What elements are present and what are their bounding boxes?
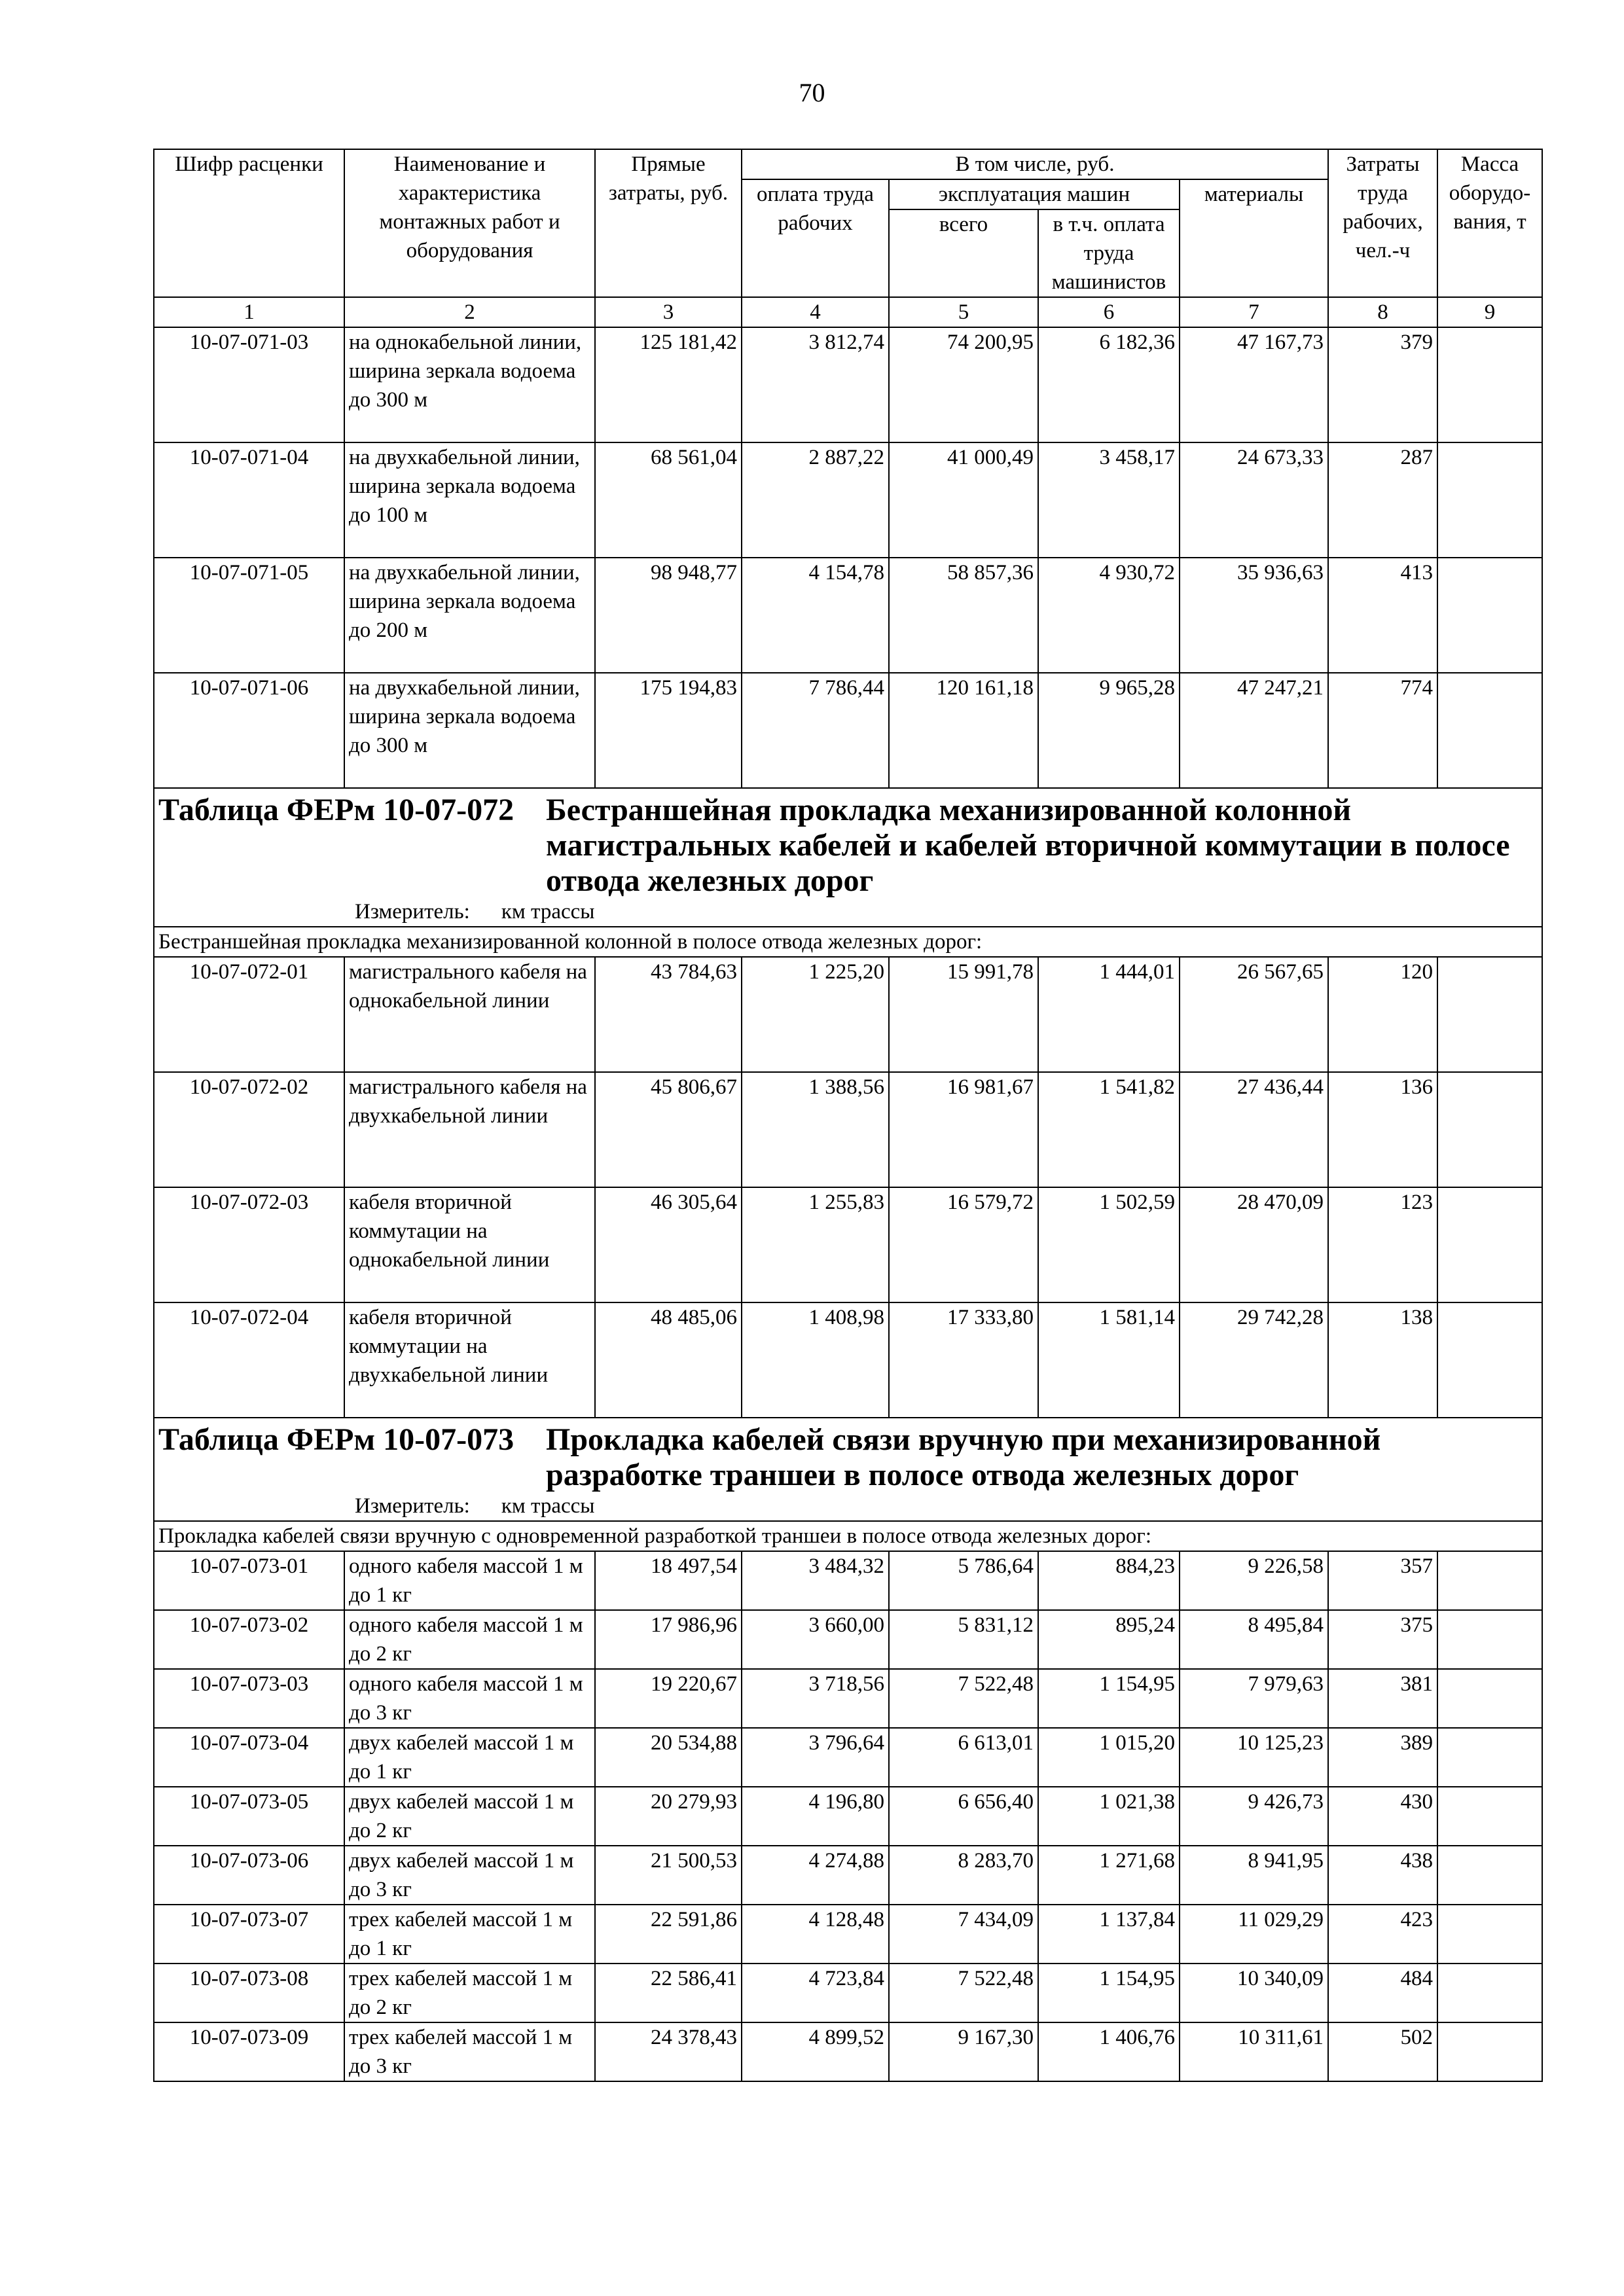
work-name: двух кабелей массой 1 м до 1 кг [344, 1728, 595, 1787]
equipment-mass [1437, 558, 1542, 673]
table-subheading: Бестраншейная прокладка механизированной колонной в полосе отвода железных дорог: [154, 927, 1542, 957]
direct-costs: 175 194,83 [595, 673, 742, 788]
table-title [154, 1418, 1542, 1521]
materials-cost: 8 495,84 [1180, 1610, 1328, 1669]
direct-costs: 20 534,88 [595, 1728, 742, 1787]
rate-code: 10-07-073-02 [154, 1610, 344, 1669]
labor-hours: 120 [1328, 957, 1437, 1072]
col-number: 9 [1437, 297, 1542, 327]
table-heading [158, 1418, 1538, 1493]
machine-total: 16 579,72 [889, 1187, 1038, 1302]
equipment-mass [1437, 442, 1542, 558]
work-name: двух кабелей массой 1 м до 3 кг [344, 1846, 595, 1905]
equipment-mass [1437, 1846, 1542, 1905]
machine-total: 120 161,18 [889, 673, 1038, 788]
table-title [154, 788, 1542, 927]
equipment-mass [1437, 1728, 1542, 1787]
direct-costs: 45 806,67 [595, 1072, 742, 1187]
materials-cost: 11 029,29 [1180, 1905, 1328, 1964]
labor-pay: 3 484,32 [742, 1551, 889, 1610]
rate-code: 10-07-073-07 [154, 1905, 344, 1964]
machine-total: 9 167,30 [889, 2022, 1038, 2081]
direct-costs: 21 500,53 [595, 1846, 742, 1905]
work-name: двух кабелей массой 1 м до 2 кг [344, 1787, 595, 1846]
table-row [154, 1905, 1542, 1964]
rate-code: 10-07-072-03 [154, 1187, 344, 1302]
table-row [154, 1302, 1542, 1418]
labor-hours: 138 [1328, 1302, 1437, 1418]
machinist-pay: 1 154,95 [1038, 1964, 1180, 2022]
table-title-text: Бестраншейная прокладка механизированной колонной магистральных кабелей и кабелей вторичной коммутации в полосе отвода железных дорог [546, 793, 1510, 898]
materials-cost: 26 567,65 [1180, 957, 1328, 1072]
labor-hours: 375 [1328, 1610, 1437, 1669]
work-name: одного кабеля массой 1 м до 1 кг [344, 1551, 595, 1610]
rate-code: 10-07-072-01 [154, 957, 344, 1072]
price-table [153, 149, 1543, 2082]
materials-cost: 35 936,63 [1180, 558, 1328, 673]
table-row [154, 327, 1542, 442]
labor-pay: 3 796,64 [742, 1728, 889, 1787]
machine-total: 58 857,36 [889, 558, 1038, 673]
machinist-pay: 3 458,17 [1038, 442, 1180, 558]
equipment-mass [1437, 327, 1542, 442]
rate-code: 10-07-071-05 [154, 558, 344, 673]
labor-hours: 413 [1328, 558, 1437, 673]
labor-pay: 3 660,00 [742, 1610, 889, 1669]
machine-total: 41 000,49 [889, 442, 1038, 558]
machinist-pay: 884,23 [1038, 1551, 1180, 1610]
table-label: Таблица ФЕРм 10-07-072 [158, 793, 514, 827]
labor-hours: 287 [1328, 442, 1437, 558]
direct-costs: 48 485,06 [595, 1302, 742, 1418]
rate-code: 10-07-073-09 [154, 2022, 344, 2081]
labor-pay: 7 786,44 [742, 673, 889, 788]
machine-total: 7 522,48 [889, 1964, 1038, 2022]
machinist-pay: 9 965,28 [1038, 673, 1180, 788]
work-name: на двухкабельной линии, ширина зеркала водоема до 200 м [344, 558, 595, 673]
table-row [154, 1551, 1542, 1610]
table-row [154, 1610, 1542, 1669]
machine-total: 8 283,70 [889, 1846, 1038, 1905]
table-row [154, 442, 1542, 558]
materials-cost: 10 125,23 [1180, 1728, 1328, 1787]
materials-cost: 7 979,63 [1180, 1669, 1328, 1728]
direct-costs: 22 586,41 [595, 1964, 742, 2022]
materials-cost: 29 742,28 [1180, 1302, 1328, 1418]
labor-pay: 2 887,22 [742, 442, 889, 558]
col-number: 1 [154, 297, 344, 327]
direct-costs: 46 305,64 [595, 1187, 742, 1302]
machine-total: 74 200,95 [889, 327, 1038, 442]
column-numbers-row [154, 297, 1542, 327]
equipment-mass [1437, 1669, 1542, 1728]
subheading-row [154, 1521, 1542, 1551]
table-row [154, 1964, 1542, 2022]
table-subheading: Прокладка кабелей связи вручную с одновременной разработкой траншеи в полосе отвода железных дорог: [154, 1521, 1542, 1551]
table-row [154, 1846, 1542, 1905]
equipment-mass [1437, 1905, 1542, 1964]
labor-hours: 423 [1328, 1905, 1437, 1964]
work-name: на двухкабельной линии, ширина зеркала водоема до 100 м [344, 442, 595, 558]
table-title-text: Прокладка кабелей связи вручную при механизированной разработке траншеи в полосе отвода железных дорог [546, 1422, 1381, 1492]
subheading-row [154, 927, 1542, 957]
labor-pay: 1 388,56 [742, 1072, 889, 1187]
labor-pay: 4 196,80 [742, 1787, 889, 1846]
header-machine-ops: эксплуатация машин [889, 179, 1180, 209]
table-row [154, 1787, 1542, 1846]
labor-hours: 389 [1328, 1728, 1437, 1787]
materials-cost: 47 247,21 [1180, 673, 1328, 788]
table-heading [158, 789, 1538, 899]
machine-total: 15 991,78 [889, 957, 1038, 1072]
machinist-pay: 1 015,20 [1038, 1728, 1180, 1787]
direct-costs: 22 591,86 [595, 1905, 742, 1964]
col-number: 5 [889, 297, 1038, 327]
direct-costs: 43 784,63 [595, 957, 742, 1072]
header-machine-labor: в т.ч. оплата труда машинистов [1038, 209, 1180, 297]
materials-cost: 9 226,58 [1180, 1551, 1328, 1610]
materials-cost: 24 673,33 [1180, 442, 1328, 558]
labor-pay: 4 723,84 [742, 1964, 889, 2022]
table-row [154, 1072, 1542, 1187]
work-name: одного кабеля массой 1 м до 3 кг [344, 1669, 595, 1728]
direct-costs: 125 181,42 [595, 327, 742, 442]
col-number: 3 [595, 297, 742, 327]
machine-total: 17 333,80 [889, 1302, 1038, 1418]
table-row [154, 1728, 1542, 1787]
rate-code: 10-07-073-06 [154, 1846, 344, 1905]
table-row [154, 1187, 1542, 1302]
labor-hours: 123 [1328, 1187, 1437, 1302]
header-direct: Прямые затраты, руб. [595, 149, 742, 297]
materials-cost: 47 167,73 [1180, 327, 1328, 442]
materials-cost: 10 311,61 [1180, 2022, 1328, 2081]
header-name: Наименование и характеристика монтажных работ и оборудования [344, 149, 595, 297]
machinist-pay: 895,24 [1038, 1610, 1180, 1669]
machine-total: 6 613,01 [889, 1728, 1038, 1787]
col-number: 6 [1038, 297, 1180, 327]
equipment-mass [1437, 1610, 1542, 1669]
machinist-pay: 1 021,38 [1038, 1787, 1180, 1846]
equipment-mass [1437, 673, 1542, 788]
machine-total: 16 981,67 [889, 1072, 1038, 1187]
equipment-mass [1437, 1187, 1542, 1302]
labor-pay: 4 274,88 [742, 1846, 889, 1905]
equipment-mass [1437, 1072, 1542, 1187]
table-label: Таблица ФЕРм 10-07-073 [158, 1422, 514, 1457]
direct-costs: 98 948,77 [595, 558, 742, 673]
table-row [154, 1669, 1542, 1728]
header-materials: материалы [1180, 179, 1328, 297]
table-row [154, 2022, 1542, 2081]
equipment-mass [1437, 2022, 1542, 2081]
table-row [154, 957, 1542, 1072]
table-row [154, 673, 1542, 788]
equipment-mass [1437, 1551, 1542, 1610]
equipment-mass [1437, 957, 1542, 1072]
rate-code: 10-07-073-04 [154, 1728, 344, 1787]
labor-hours: 136 [1328, 1072, 1437, 1187]
direct-costs: 17 986,96 [595, 1610, 742, 1669]
machine-total: 7 522,48 [889, 1669, 1038, 1728]
labor-hours: 484 [1328, 1964, 1437, 2022]
machinist-pay: 1 581,14 [1038, 1302, 1180, 1418]
table-row [154, 558, 1542, 673]
labor-hours: 502 [1328, 2022, 1437, 2081]
rate-code: 10-07-073-03 [154, 1669, 344, 1728]
rate-code: 10-07-071-06 [154, 673, 344, 788]
machine-total: 7 434,09 [889, 1905, 1038, 1964]
col-number: 7 [1180, 297, 1328, 327]
direct-costs: 68 561,04 [595, 442, 742, 558]
meter-unit: км трассы [501, 1494, 595, 1518]
machinist-pay: 1 406,76 [1038, 2022, 1180, 2081]
meter-line [158, 1493, 1538, 1520]
equipment-mass [1437, 1302, 1542, 1418]
rate-code: 10-07-071-04 [154, 442, 344, 558]
labor-hours: 438 [1328, 1846, 1437, 1905]
work-name: на однокабельной линии, ширина зеркала водоема до 300 м [344, 327, 595, 442]
machinist-pay: 1 502,59 [1038, 1187, 1180, 1302]
rate-code: 10-07-073-08 [154, 1964, 344, 2022]
col-number: 2 [344, 297, 595, 327]
rate-code: 10-07-073-01 [154, 1551, 344, 1610]
labor-pay: 1 255,83 [742, 1187, 889, 1302]
meter-unit: км трассы [501, 900, 595, 924]
labor-hours: 430 [1328, 1787, 1437, 1846]
labor-pay: 4 128,48 [742, 1905, 889, 1964]
work-name: одного кабеля массой 1 м до 2 кг [344, 1610, 595, 1669]
header-labor-costs: Затраты труда рабочих, чел.-ч [1328, 149, 1437, 297]
work-name: трех кабелей массой 1 м до 2 кг [344, 1964, 595, 2022]
materials-cost: 28 470,09 [1180, 1187, 1328, 1302]
machinist-pay: 1 271,68 [1038, 1846, 1180, 1905]
machinist-pay: 1 154,95 [1038, 1669, 1180, 1728]
labor-pay: 1 408,98 [742, 1302, 889, 1418]
machine-total: 5 831,12 [889, 1610, 1038, 1669]
work-name: кабеля вторичной коммутации на однокабельной линии [344, 1187, 595, 1302]
direct-costs: 20 279,93 [595, 1787, 742, 1846]
materials-cost: 8 941,95 [1180, 1846, 1328, 1905]
header-including: В том числе, руб. [742, 149, 1328, 179]
machinist-pay: 1 541,82 [1038, 1072, 1180, 1187]
header-row-1 [154, 149, 1542, 179]
meter-label: Измеритель: [355, 900, 470, 924]
page-number: 70 [799, 78, 825, 107]
work-name: на двухкабельной линии, ширина зеркала водоема до 300 м [344, 673, 595, 788]
machinist-pay: 1 137,84 [1038, 1905, 1180, 1964]
labor-hours: 381 [1328, 1669, 1437, 1728]
rate-code: 10-07-072-04 [154, 1302, 344, 1418]
labor-pay: 4 899,52 [742, 2022, 889, 2081]
materials-cost: 9 426,73 [1180, 1787, 1328, 1846]
header-machine-total: всего [889, 209, 1038, 297]
machinist-pay: 1 444,01 [1038, 957, 1180, 1072]
header-equipment-mass: Масса оборудо-вания, т [1437, 149, 1542, 297]
labor-pay: 3 812,74 [742, 327, 889, 442]
meter-line [158, 899, 1538, 926]
rate-code: 10-07-073-05 [154, 1787, 344, 1846]
rate-code: 10-07-071-03 [154, 327, 344, 442]
labor-hours: 774 [1328, 673, 1437, 788]
labor-pay: 1 225,20 [742, 957, 889, 1072]
header-code: Шифр расценки [154, 149, 344, 297]
labor-pay: 3 718,56 [742, 1669, 889, 1728]
machinist-pay: 4 930,72 [1038, 558, 1180, 673]
col-number: 8 [1328, 297, 1437, 327]
direct-costs: 19 220,67 [595, 1669, 742, 1728]
col-number: 4 [742, 297, 889, 327]
equipment-mass [1437, 1787, 1542, 1846]
labor-hours: 357 [1328, 1551, 1437, 1610]
meter-label: Измеритель: [355, 1494, 470, 1518]
equipment-mass [1437, 1964, 1542, 2022]
rate-code: 10-07-072-02 [154, 1072, 344, 1187]
table-title-row [154, 788, 1542, 927]
work-name: кабеля вторичной коммутации на двухкабельной линии [344, 1302, 595, 1418]
machine-total: 6 656,40 [889, 1787, 1038, 1846]
work-name: магистрального кабеля на двухкабельной линии [344, 1072, 595, 1187]
work-name: трех кабелей массой 1 м до 3 кг [344, 2022, 595, 2081]
direct-costs: 24 378,43 [595, 2022, 742, 2081]
table-title-row [154, 1418, 1542, 1521]
materials-cost: 27 436,44 [1180, 1072, 1328, 1187]
machinist-pay: 6 182,36 [1038, 327, 1180, 442]
labor-hours: 379 [1328, 327, 1437, 442]
machine-total: 5 786,64 [889, 1551, 1038, 1610]
work-name: трех кабелей массой 1 м до 1 кг [344, 1905, 595, 1964]
materials-cost: 10 340,09 [1180, 1964, 1328, 2022]
header-labor-pay: оплата труда рабочих [742, 179, 889, 297]
labor-pay: 4 154,78 [742, 558, 889, 673]
direct-costs: 18 497,54 [595, 1551, 742, 1610]
work-name: магистрального кабеля на однокабельной линии [344, 957, 595, 1072]
